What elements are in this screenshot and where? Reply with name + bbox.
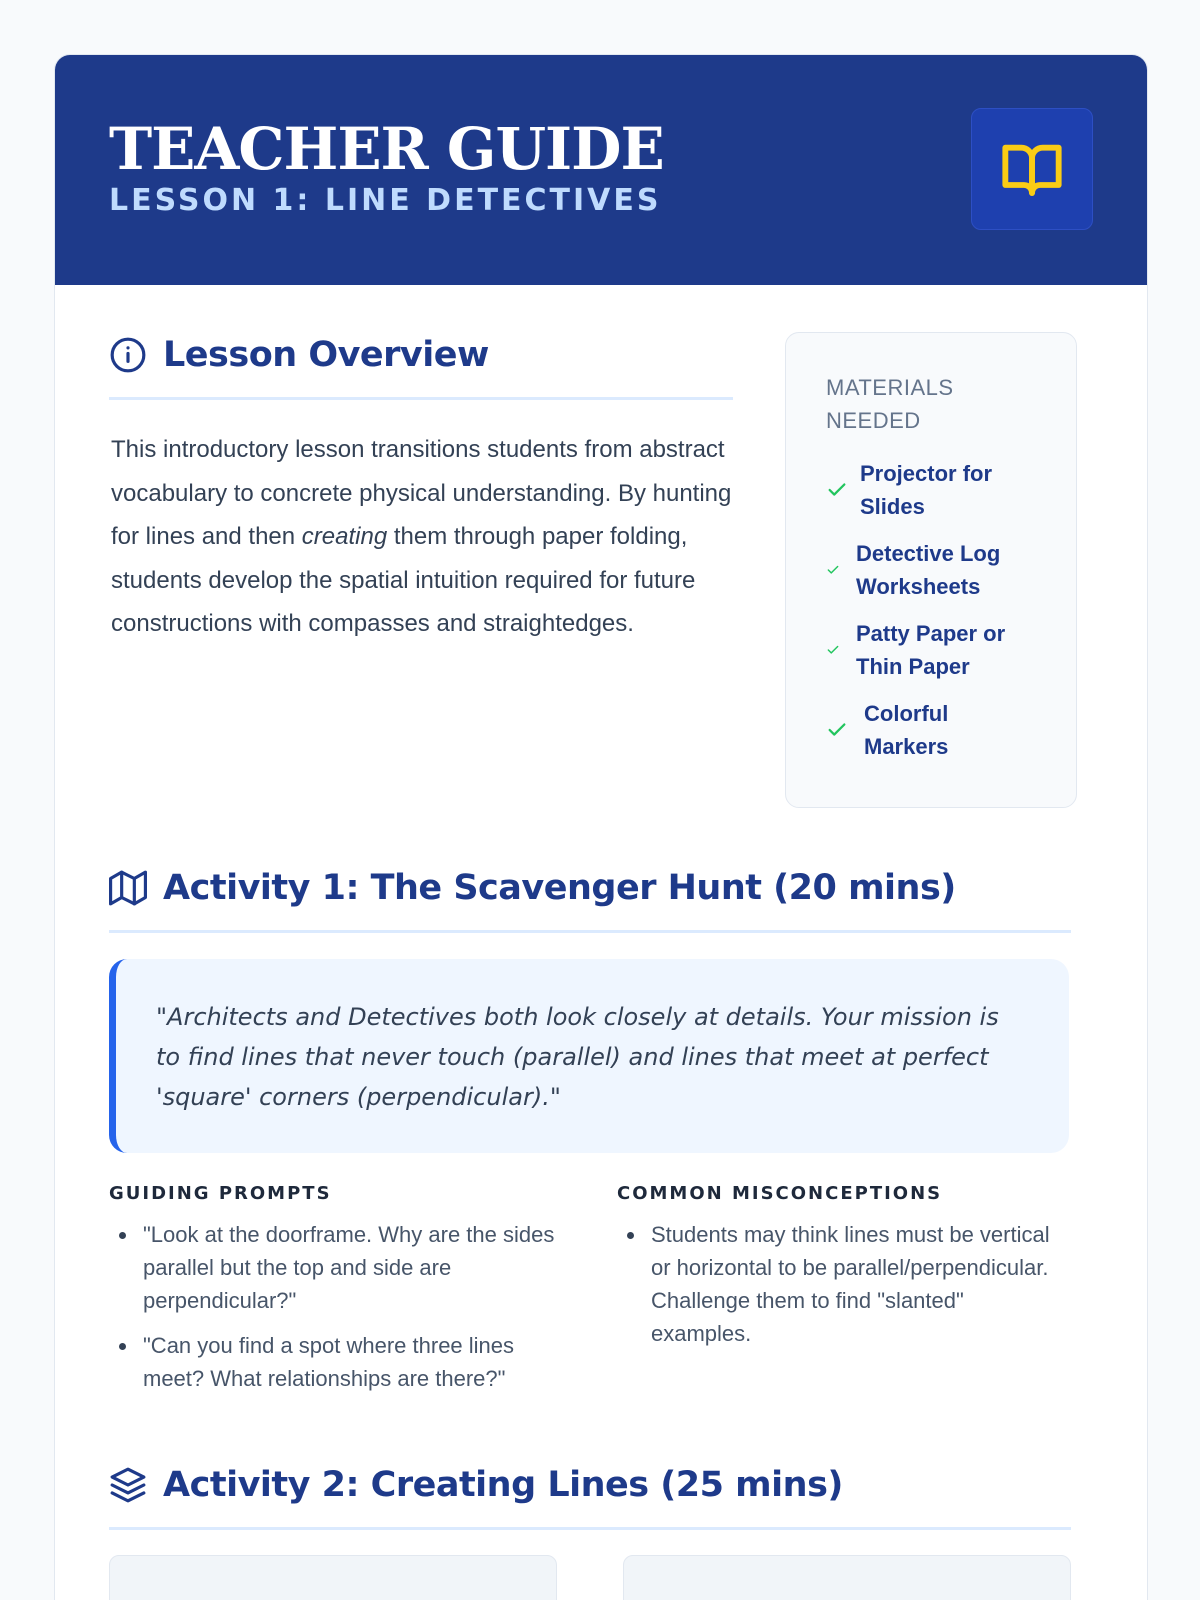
teacher-guide-card (54, 54, 1148, 1600)
material-label: Projector for Slides (860, 461, 993, 519)
guide-title: TEACHER GUIDE (109, 115, 664, 183)
activity2-heading (109, 1465, 843, 1505)
map-icon (109, 869, 147, 907)
overview-heading (109, 335, 489, 375)
material-label: Patty Paper or Thin Paper (856, 621, 1006, 679)
check-icon (826, 479, 860, 501)
activity1-heading (109, 868, 956, 908)
book-icon-box (971, 108, 1093, 230)
material-item (826, 617, 1046, 683)
list-item: "Look at the doorframe. Why are the sides parallel but the top and side are perpendicular?" (109, 1218, 559, 1317)
guiding-prompts-title: GUIDING PROMPTS (109, 1183, 332, 1204)
activity2-card (109, 1555, 557, 1600)
material-item (826, 457, 1046, 523)
activity1-title: Activity 1: The Scavenger Hunt (20 mins) (163, 868, 956, 908)
lesson-subtitle: LESSON 1: LINE DETECTIVES (109, 183, 662, 218)
list-item: "Can you find a spot where three lines meet? What relationships are there?" (109, 1329, 559, 1395)
overview-divider (109, 397, 733, 400)
activity2-divider (109, 1527, 1071, 1530)
material-item (826, 537, 1046, 603)
overview-title: Lesson Overview (163, 335, 489, 375)
overview-text-part: This introductory lesson transitions students from abstract vocabulary to concrete physical understanding. By hunting for lines and then (111, 436, 732, 550)
guiding-prompts-list (109, 1218, 559, 1407)
guide-header (55, 55, 1147, 285)
materials-panel (785, 332, 1077, 808)
material-label: Colorful Markers (864, 701, 949, 759)
material-item (826, 697, 1046, 763)
layers-icon (109, 1466, 147, 1504)
activity2-card (623, 1555, 1071, 1600)
check-icon (826, 563, 856, 577)
material-label: Detective Log Worksheets (856, 541, 1001, 599)
mission-quote: "Architects and Detectives both look closely at details. Your mission is to find lines that never touch (parallel) and lines that meet at perfect 'square' corners (perpendicular)." (109, 959, 1069, 1153)
activity1-divider (109, 930, 1071, 933)
book-open-icon (1000, 137, 1064, 201)
info-icon (109, 336, 147, 374)
overview-emphasis: creating (301, 523, 388, 550)
list-item: Students may think lines must be vertical or horizontal to be parallel/perpendicular. Challenge them to find "slanted" examples. (617, 1218, 1057, 1350)
materials-title: MATERIALS NEEDED (826, 375, 954, 433)
overview-paragraph (111, 428, 759, 646)
check-icon (826, 643, 856, 657)
misconceptions-list (617, 1218, 1057, 1362)
misconceptions-title: COMMON MISCONCEPTIONS (617, 1183, 943, 1204)
check-icon (826, 719, 864, 741)
activity2-title: Activity 2: Creating Lines (25 mins) (163, 1465, 843, 1505)
overview-text-part: them through paper folding, students develop the spatial intuition required for future constructions with compasses and straightedges. (111, 523, 696, 637)
